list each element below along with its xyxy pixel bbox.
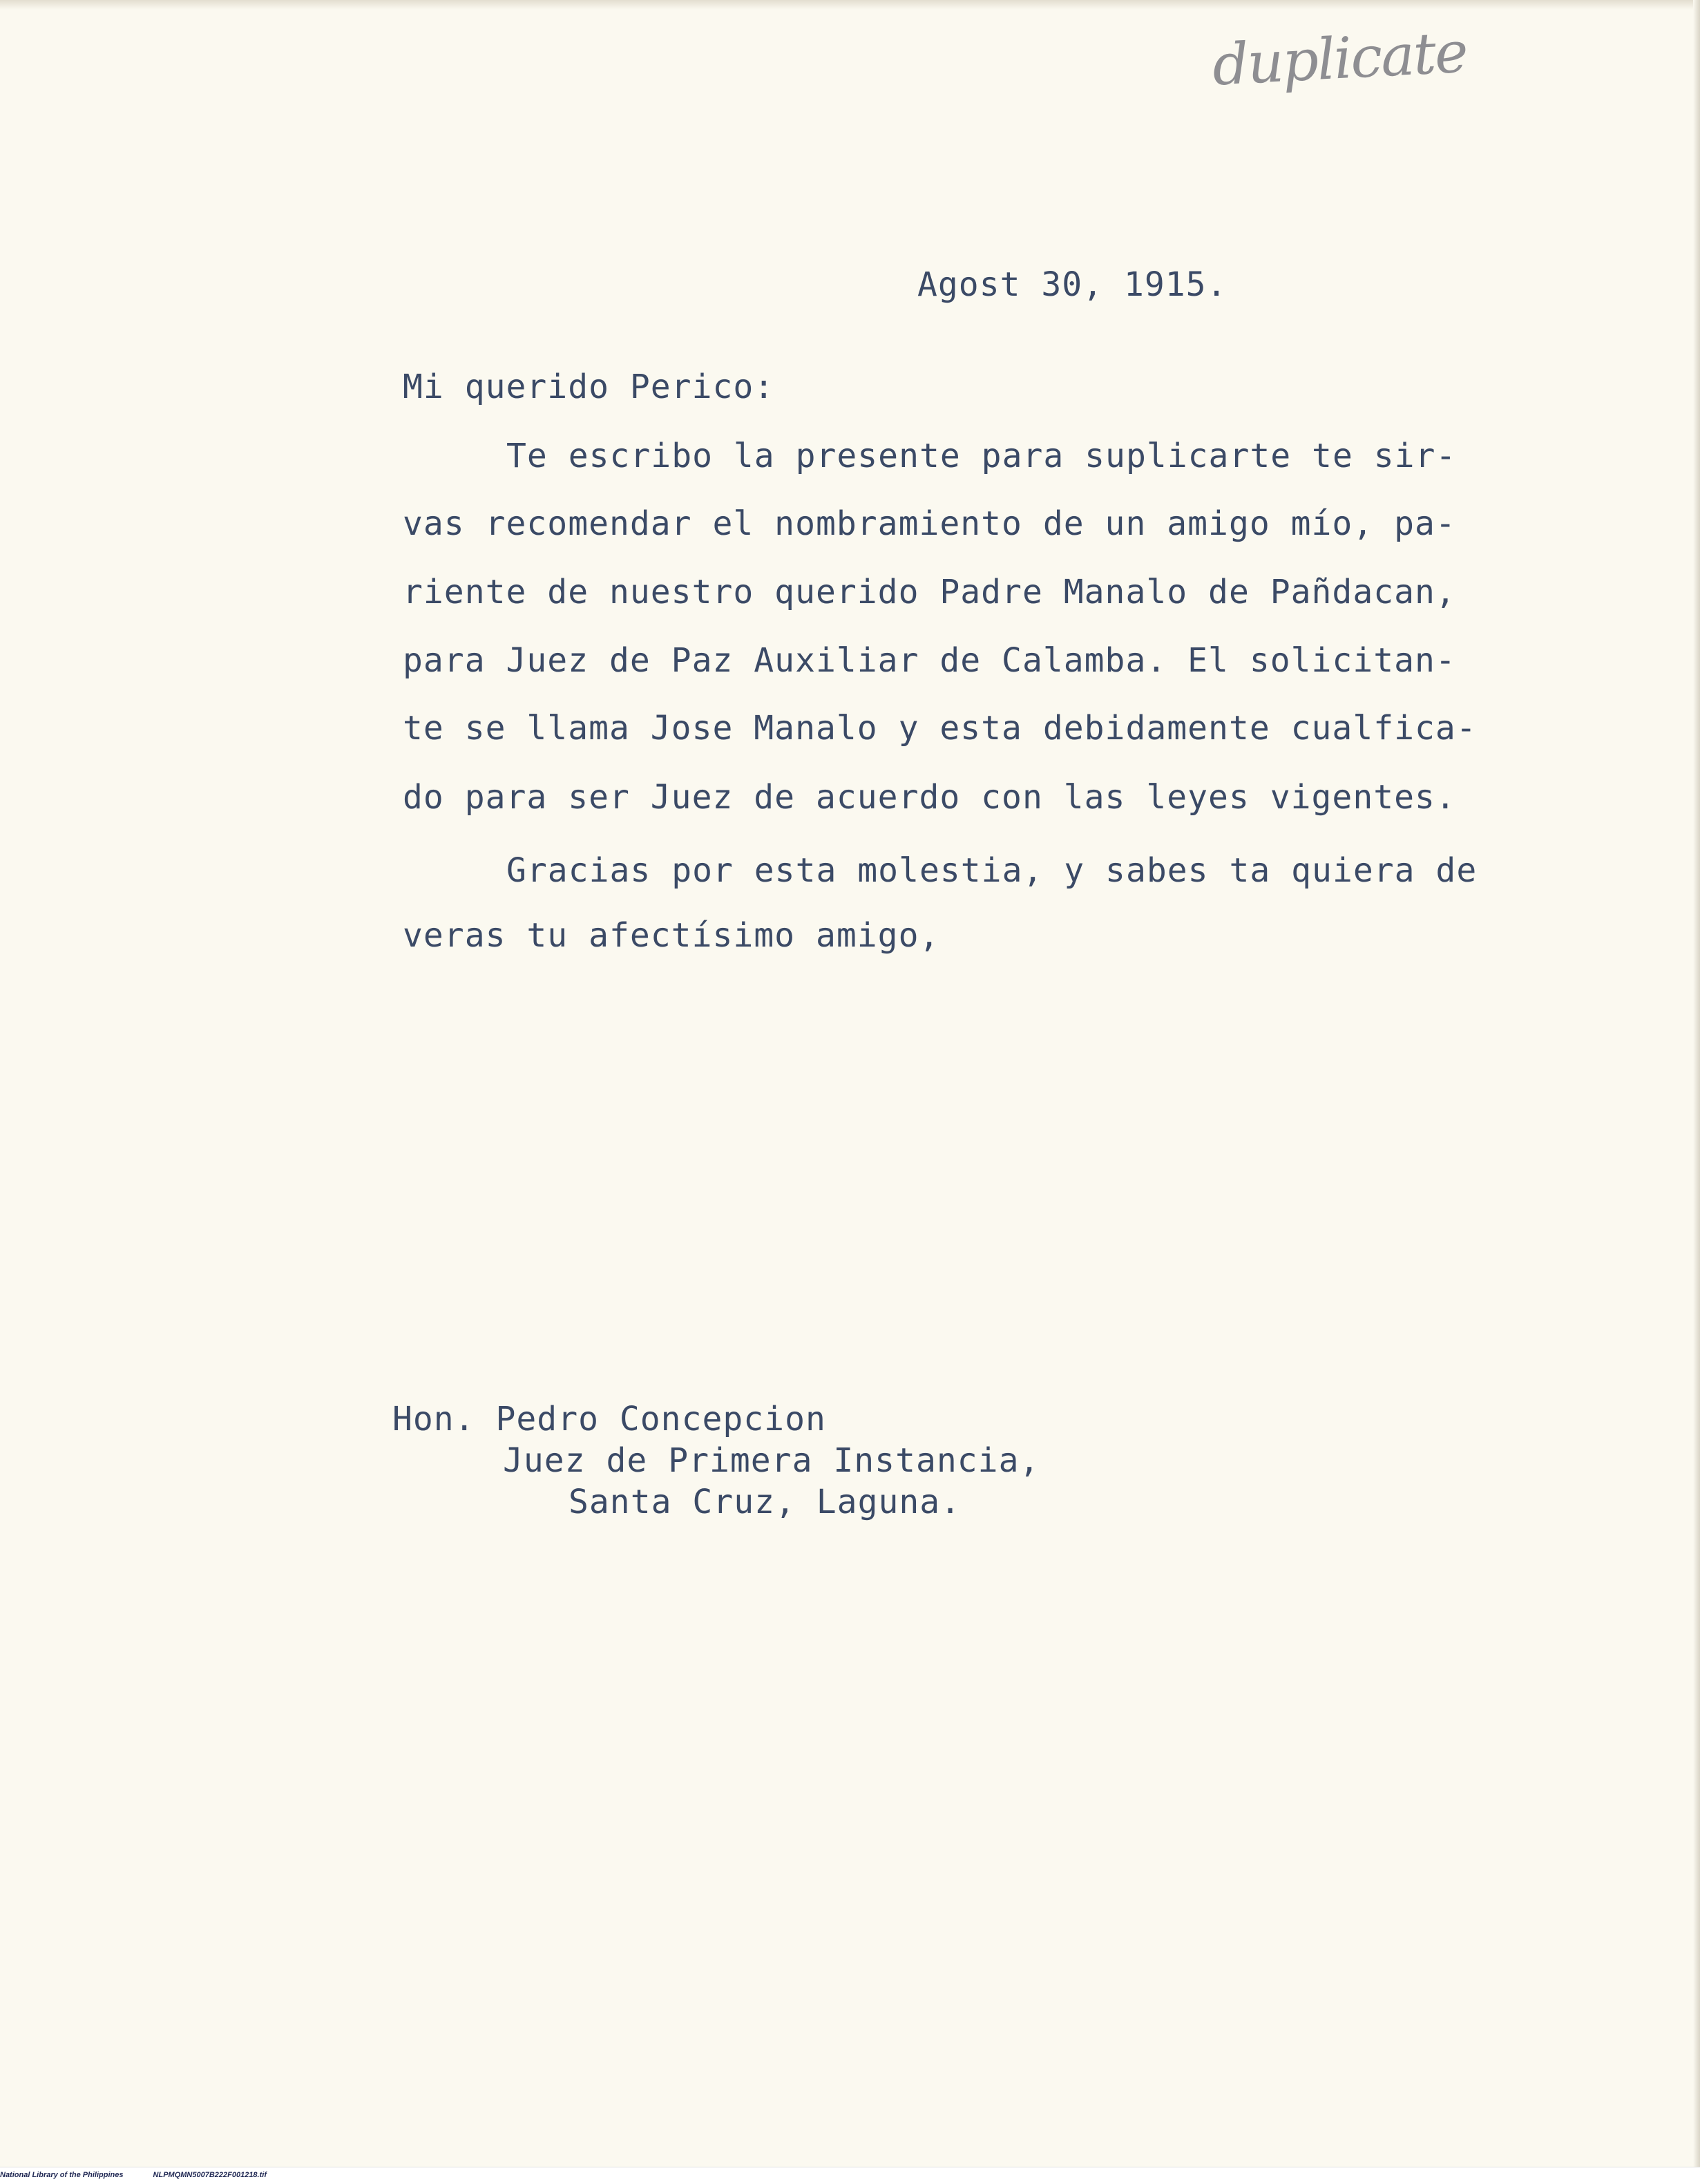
handwritten-annotation: duplicate: [1210, 19, 1469, 99]
body-line-3: riente de nuestro querido Padre Manalo de Pañdacan,: [403, 573, 1456, 611]
recipient-location: Santa Cruz, Laguna.: [569, 1483, 962, 1521]
scan-edge-top: [0, 0, 1700, 10]
letter-date: Agost 30, 1915.: [917, 265, 1228, 304]
footer-library: National Library of the Philippines: [0, 2171, 124, 2179]
body-line-6: do para ser Juez de acuerdo con las leyes vigentes.: [403, 778, 1456, 817]
body-line-2: vas recomendar el nombramiento de un amigo mío, pa-: [403, 504, 1456, 543]
recipient-title: Juez de Primera Instancia,: [503, 1441, 1040, 1480]
footer-caption: [0, 2171, 267, 2179]
body-line-5: te se llama Jose Manalo y esta debidamente cualfica-: [403, 709, 1477, 748]
body-line-4: para Juez de Paz Auxiliar de Calamba. El solicitan-: [403, 641, 1456, 680]
body-line-7: Gracias por esta molestia, y sabes ta quiera de: [506, 851, 1478, 890]
scan-edge-right: [1693, 0, 1700, 2184]
body-line-8: veras tu afectísimo amigo,: [403, 916, 940, 955]
recipient-name: Hon. Pedro Concepcion: [392, 1400, 826, 1438]
scan-footer: [0, 2167, 1700, 2184]
footer-filename: NLPMQMN5007B222F001218.tif: [153, 2171, 267, 2179]
body-line-1: Te escribo la presente para suplicarte te sir-: [506, 437, 1457, 475]
letter-salutation: Mi querido Perico:: [403, 368, 775, 406]
